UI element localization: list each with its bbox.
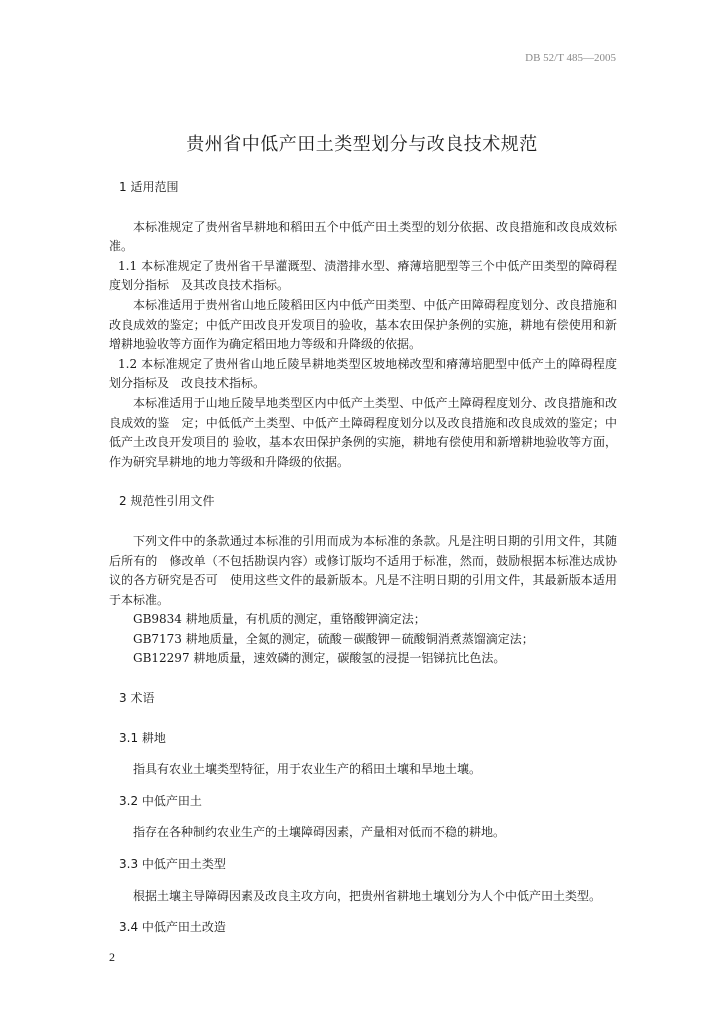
clause-1-2: 1.2 本标准规定了贵州省山地丘陵旱耕地类型区坡地梯改型和瘠薄培肥型中低产土的障碍程度划分指标及 改良技术指标。 xyxy=(109,356,617,391)
standard-code: DB 52/T 485—2005 xyxy=(525,52,616,64)
section-1-paragraph: 本标准规定了贵州省旱耕地和稻田五个中低产田土类型的划分依据、改良措施和改良成效标准。 xyxy=(109,219,617,254)
reference-item: GB7173 耕地质量，全氮的测定，硫酸－碳酸钾－硫酸铜消煮蒸馏滴定法； xyxy=(133,631,534,646)
document-title: 贵州省中低产田土类型划分与改良技术规范 xyxy=(186,134,538,155)
term-3-3-definition: 根据土壤主导障碍因素及改良主攻方向，把贵州省耕地土壤划分为人个中低产田土类型。 xyxy=(133,888,602,903)
reference-item: GB12297 耕地质量，速效磷的测定，碳酸氢的浸提一铝锑抗比色法。 xyxy=(133,651,506,666)
section-2-heading: 2 规范性引用文件 xyxy=(119,494,215,509)
section-3-heading: 3 术语 xyxy=(119,691,155,706)
clause-1-1-scope: 本标准适用于贵州省山地丘陵稻田区内中低产田类型、中低产田障碍程度划分、改良措施和改良成效的鉴定；中低产田改良开发项目的验收，基本农田保护条例的实施，耕地有偿使用和新增耕地验收等方面作为确定稻田地力等级和升降级的依据。 xyxy=(109,297,617,352)
spacer xyxy=(109,843,617,855)
document-body xyxy=(109,178,617,950)
spacer xyxy=(109,906,617,918)
term-3-2-heading: 3.2 中低产田土 xyxy=(119,793,202,808)
clause-1-2-scope: 本标准适用于山地丘陵旱地类型区内中低产土类型、中低产土障碍程度划分、改良措施和改良成效的鉴 定；中低低产土类型、中低产土障碍程度划分以及改良措施和改良成效的鉴定；中低产土改良开发项目的 验收，基本农田保护条例的实施，耕地有偿使用和新增耕地验收等方面，作为研究旱耕地的地力等级和升降级的依据。 xyxy=(109,395,617,469)
spacer xyxy=(109,472,617,492)
term-3-1-definition: 指具有农业土壤类型特征，用于农业生产的稻田土壤和旱地土壤。 xyxy=(133,762,482,777)
spacer xyxy=(109,669,617,689)
term-3-4-heading: 3.4 中低产田土改造 xyxy=(119,920,226,935)
clause-1-1: 1.1 本标准规定了贵州省干旱灌溉型、渍潜排水型、瘠薄培肥型等三个中低产田类型的障碍程度划分指标 及其改良技术指标。 xyxy=(109,258,617,293)
reference-list xyxy=(109,610,617,669)
term-3-1-heading: 3.1 耕地 xyxy=(119,730,166,745)
page-number: 2 xyxy=(109,950,115,964)
reference-item: GB9834 耕地质量，有机质的测定，重铬酸钾滴定法； xyxy=(133,612,426,627)
term-3-3-heading: 3.3 中低产田土类型 xyxy=(119,857,226,872)
term-3-2-definition: 指存在各种制约农业生产的土壤障碍因素，产量相对低而不稳的耕地。 xyxy=(133,825,506,840)
section-2-paragraph: 下列文件中的条款通过本标准的引用而成为本标准的条款。凡是注明日期的引用文件，其随后所有的 修改单（不包括勘误内容）或修订版均不适用于标准，然而，鼓励根据本标准达成协议的各方研究是否可 使用这些文件的最新版本。凡是不注明日期的引用文件，其最新版本适用于本标准。 xyxy=(109,533,617,607)
section-1-heading: 1 适用范围 xyxy=(119,180,179,194)
spacer xyxy=(109,780,617,792)
